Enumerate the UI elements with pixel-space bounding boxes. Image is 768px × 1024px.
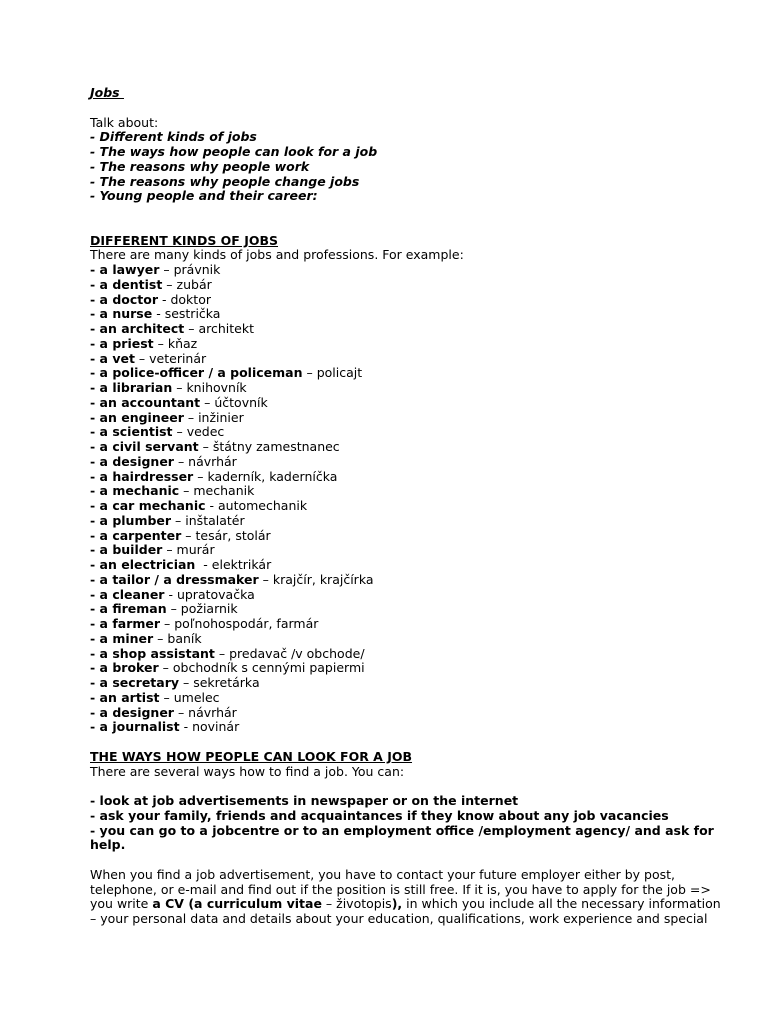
intro-label: Talk about: <box>90 114 159 130</box>
job-title-en: - a hairdresser <box>90 468 194 484</box>
separator: – <box>134 350 150 366</box>
job-item <box>90 602 690 617</box>
topic-item: - Different kinds of jobs <box>90 129 257 145</box>
job-item <box>90 720 690 735</box>
job-title-en: - a doctor <box>90 291 158 307</box>
separator: – <box>171 512 186 528</box>
separator: – <box>162 542 177 558</box>
job-title-en: - a miner <box>90 630 154 646</box>
job-translation-sk: kaderník, kaderníčka <box>207 468 338 484</box>
section-heading-kinds-of-jobs: DIFFERENT KINDS OF JOBS <box>90 232 279 248</box>
job-item <box>90 647 690 662</box>
separator: – <box>159 262 174 277</box>
job-title-en: - a librarian <box>90 380 173 395</box>
job-title-en: - a car mechanic <box>90 498 206 513</box>
topic-item: - The reasons why people work <box>90 158 310 174</box>
job-item <box>90 337 690 352</box>
separator: – <box>153 335 168 351</box>
cv-term-close: ), <box>391 896 403 912</box>
job-title-en: - a builder <box>90 542 163 558</box>
job-translation-sk: požiarnik <box>180 601 238 617</box>
document-content <box>90 85 721 927</box>
way-item: help. <box>90 837 126 853</box>
job-translation-sk: sestrička <box>164 306 221 322</box>
job-item <box>90 470 690 485</box>
job-title-en: - a civil servant <box>90 439 199 454</box>
spacer <box>90 101 690 116</box>
job-translation-sk: automechanik <box>218 498 308 513</box>
job-item <box>90 411 690 426</box>
job-title-en: - a tailor / a dressmaker <box>90 571 259 587</box>
job-title-en: - an architect <box>90 321 185 336</box>
job-translation-sk: murár <box>176 542 215 558</box>
job-title-en: - an engineer <box>90 409 184 425</box>
job-item <box>90 322 690 337</box>
job-title-en: - a priest <box>90 335 154 351</box>
job-title-en: - an electrician <box>90 557 196 572</box>
job-translation-sk: predavač /v obchode/ <box>229 645 365 661</box>
job-translation-sk: sekretárka <box>193 675 260 690</box>
job-item <box>90 661 690 676</box>
separator: – <box>160 616 175 631</box>
job-item <box>90 484 690 499</box>
separator: - <box>152 306 165 322</box>
job-title-en: - an accountant <box>90 394 201 410</box>
separator: - <box>205 498 218 513</box>
job-translation-sk: doktor <box>170 291 211 307</box>
job-title-en: - a farmer <box>90 616 161 631</box>
job-translation-sk: architekt <box>198 321 254 336</box>
job-item <box>90 396 690 411</box>
job-title-en: - an artist <box>90 689 160 705</box>
separator: – <box>198 439 213 454</box>
paragraph-text: you write <box>90 896 153 912</box>
job-item <box>90 543 690 558</box>
paragraph-line: telephone, or e-mail and find out if the position is still free. If it is, you have to apply for the job => <box>90 881 711 897</box>
job-item <box>90 307 690 322</box>
separator: – <box>158 660 173 676</box>
cv-term: a CV (a curriculum vitae <box>152 896 322 912</box>
job-title-en: - a plumber <box>90 512 172 528</box>
job-title-en: - a vet <box>90 350 135 366</box>
job-translation-sk: umelec <box>173 689 220 705</box>
paragraph-text: in which you include all the necessary information <box>402 896 721 912</box>
job-item <box>90 263 690 278</box>
job-translation-sk: právnik <box>173 262 221 277</box>
separator: – <box>193 468 208 484</box>
job-title-en: - a journalist <box>90 719 180 735</box>
separator: – <box>153 630 168 646</box>
cv-translation: – životopis <box>321 896 392 912</box>
separator: – <box>173 704 189 720</box>
job-translation-sk: upratovačka <box>176 586 255 602</box>
job-title-en: - a fireman <box>90 601 167 617</box>
spacer <box>90 735 690 750</box>
job-translation-sk: zubár <box>176 276 212 292</box>
job-item <box>90 558 690 573</box>
job-item <box>90 293 690 308</box>
topic-item: - Young people and their career: <box>90 188 318 204</box>
job-translation-sk: novinár <box>192 719 240 735</box>
job-translation-sk: knihovník <box>186 380 247 395</box>
job-translation-sk: baník <box>167 630 202 646</box>
job-translation-sk: inštalatér <box>185 512 245 528</box>
spacer <box>90 853 690 868</box>
job-item <box>90 278 690 293</box>
separator: – <box>258 571 273 587</box>
paragraph-line: When you find a job advertisement, you have to contact your future employer either by post, <box>90 866 676 882</box>
separator: – <box>181 527 196 543</box>
spacer <box>90 204 690 219</box>
job-item <box>90 691 690 706</box>
separator: – <box>214 645 230 661</box>
topic-item: - The ways how people can look for a job <box>90 144 378 159</box>
job-title-en: - a nurse <box>90 306 153 322</box>
way-item: - look at job advertisements in newspaper or on the internet <box>90 793 519 808</box>
job-item <box>90 366 690 381</box>
separator: – <box>179 483 194 499</box>
spacer <box>90 779 690 794</box>
job-translation-sk: obchodník s cennými papiermi <box>172 660 365 676</box>
job-translation-sk: tesár, stolár <box>195 527 271 543</box>
spacer <box>90 219 690 234</box>
job-title-en: - a dentist <box>90 276 163 292</box>
job-item <box>90 676 690 691</box>
separator: – <box>179 675 194 690</box>
job-title-en: - a shop assistant <box>90 645 215 661</box>
way-item: - ask your family, friends and acquaintances if they know about any job vacancies <box>90 807 669 823</box>
job-translation-sk: návrhár <box>188 704 237 720</box>
separator: – <box>166 601 181 617</box>
job-title-en: - a cleaner <box>90 586 165 602</box>
job-item <box>90 455 690 470</box>
separator: - <box>195 557 212 572</box>
job-item <box>90 573 690 588</box>
job-title-en: - a broker <box>90 660 159 676</box>
job-translation-sk: mechanik <box>193 483 255 499</box>
separator: – <box>183 409 199 425</box>
separator: - <box>158 291 171 307</box>
job-item <box>90 617 690 632</box>
separator: – <box>159 689 174 705</box>
job-translation-sk: policajt <box>316 365 363 381</box>
separator: - <box>179 719 193 735</box>
job-item <box>90 529 690 544</box>
job-translation-sk: elektrikár <box>211 557 272 572</box>
job-translation-sk: vedec <box>186 424 225 440</box>
job-title-en: - a mechanic <box>90 483 180 499</box>
job-item <box>90 632 690 647</box>
job-title-en: - a designer <box>90 704 174 720</box>
job-item <box>90 352 690 367</box>
job-title-en: - a carpenter <box>90 527 182 543</box>
job-title-en: - a designer <box>90 453 174 469</box>
separator: – <box>173 453 189 469</box>
separator: – <box>302 365 317 381</box>
job-title-en: - a scientist <box>90 424 173 440</box>
job-item <box>90 381 690 396</box>
paragraph-line <box>90 896 721 912</box>
topic-item: - The reasons why people change jobs <box>90 173 360 189</box>
job-translation-sk: inžinier <box>198 409 244 425</box>
job-title-en: - a police-officer / a policeman <box>90 365 303 381</box>
job-translation-sk: poľnohospodár, farmár <box>174 616 319 631</box>
job-item <box>90 706 690 721</box>
job-translation-sk: návrhár <box>188 453 237 469</box>
way-item: - you can go to a jobcentre or to an employment office /employment agency/ and ask for <box>90 822 714 838</box>
section-heading-ways-to-find-job: THE WAYS HOW PEOPLE CAN LOOK FOR A JOB <box>90 748 413 764</box>
paragraph-line: – your personal data and details about your education, qualifications, work experience and special <box>90 911 708 926</box>
job-translation-sk: veterinár <box>149 350 207 366</box>
section-intro: There are many kinds of jobs and professions. For example: <box>90 247 464 263</box>
job-item <box>90 588 690 603</box>
job-translation-sk: účtovník <box>214 394 268 410</box>
separator: – <box>162 276 177 292</box>
separator: – <box>172 424 187 440</box>
job-item <box>90 425 690 440</box>
separator: – <box>172 380 187 395</box>
job-item <box>90 514 690 529</box>
job-translation-sk: kňaz <box>167 335 198 351</box>
job-translation-sk: krajčír, krajčírka <box>272 571 374 587</box>
job-title-en: - a lawyer <box>90 262 160 277</box>
separator: – <box>184 321 199 336</box>
separator: – <box>200 394 215 410</box>
job-title-en: - a secretary <box>90 675 180 690</box>
separator: - <box>164 586 177 602</box>
job-item <box>90 499 690 514</box>
page-title: Jobs <box>90 85 124 100</box>
job-translation-sk: štátny zamestnanec <box>212 439 340 454</box>
job-item <box>90 440 690 455</box>
section-intro: There are several ways how to find a job. You can: <box>90 763 405 779</box>
jobs-list <box>90 263 690 735</box>
